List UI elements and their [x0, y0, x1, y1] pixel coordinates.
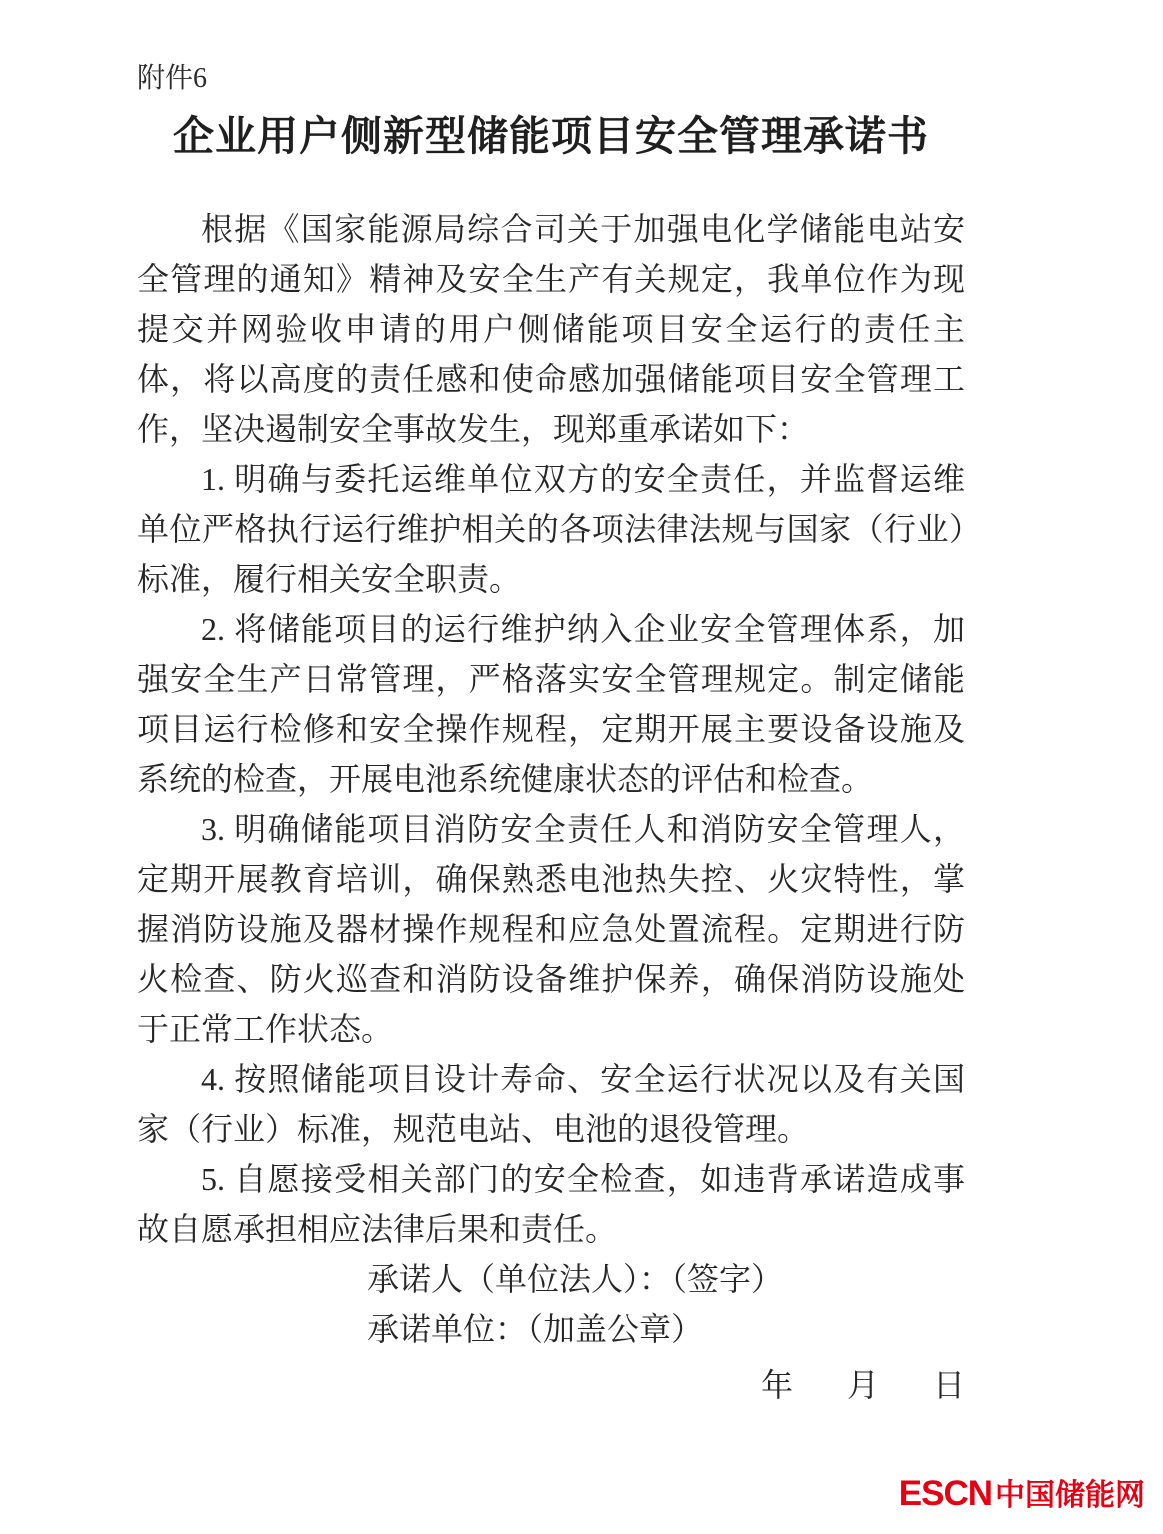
paragraph-item-5: 5. 自愿接受相关部门的安全检查，如违背承诺造成事故自愿承担相应法律后果和责任。 — [137, 1161, 965, 1247]
date-year-label: 年 — [760, 1367, 793, 1403]
unit-line: 承诺单位：（加盖公章） — [367, 1311, 704, 1347]
attachment-label: 附件6 — [137, 63, 208, 94]
signature-block — [137, 1254, 965, 1410]
date-line — [137, 1360, 965, 1410]
paragraph-item-1: 1. 明确与委托运维单位双方的安全责任，并监督运维单位严格执行运行维护相关的各项法律法规与国家（行业）标准，履行相关安全职责。 — [137, 461, 965, 597]
escn-logo-text: ESCN — [898, 1474, 992, 1513]
document-body — [137, 204, 965, 1254]
document-content — [137, 60, 965, 1410]
document-title: 企业用户侧新型储能项目安全管理承诺书 — [173, 113, 929, 159]
date-day-label: 日 — [932, 1367, 965, 1403]
escn-watermark — [899, 1470, 1145, 1514]
paragraph-intro: 根据《国家能源局综合司关于加强电化学储能电站安全管理的通知》精神及安全生产有关规定，我单位作为现提交并网验收申请的用户侧储能项目安全运行的责任主体，将以高度的责任感和使命感加强储能项目安全管理工作，坚决遏制安全事故发生，现郑重承诺如下： — [137, 211, 965, 447]
date-month-label: 月 — [846, 1367, 879, 1403]
signer-line: 承诺人（单位法人）：（签字） — [367, 1261, 784, 1297]
paragraph-item-2: 2. 将储能项目的运行维护纳入企业安全管理体系，加强安全生产日常管理，严格落实安全管理规定。制定储能项目运行检修和安全操作规程，定期开展主要设备设施及系统的检查，开展电池系统健康状态的评估和检查。 — [137, 611, 965, 797]
paragraph-item-4: 4. 按照储能项目设计寿命、安全运行状况以及有关国家（行业）标准，规范电站、电池的退役管理。 — [137, 1061, 965, 1147]
paragraph-item-3: 3. 明确储能项目消防安全责任人和消防安全管理人，定期开展教育培训，确保熟悉电池热失控、火灾特性，掌握消防设施及器材操作规程和应急处置流程。定期进行防火检查、防火巡查和消防设备维护保养，确保消防设施处于正常工作状态。 — [137, 811, 965, 1047]
escn-site-name: 中国储能网 — [995, 1479, 1145, 1512]
